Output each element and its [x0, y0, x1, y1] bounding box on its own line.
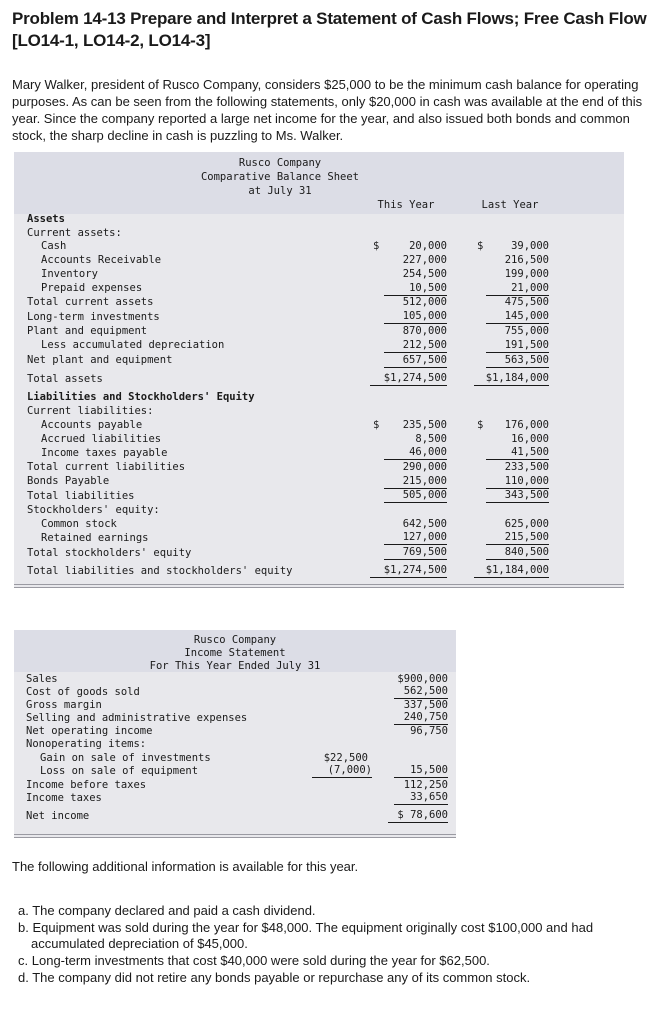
- additional-info-list: [18, 903, 654, 987]
- is-nonoperating-label: Nonoperating items:: [26, 738, 147, 750]
- bs-current-assets-label: Current assets:: [27, 227, 122, 239]
- problem-intro: Mary Walker, president of Rusco Company, considers $25,000 to be the minimum cash balance for operating purposes. As can be seen from the following statements, only $20,000 in cash was available at the end of this year. Since the company reported a large net income for the year, and also issued both bonds and common stock, the sharp decline in cash is puzzling to Ms. Walker.: [12, 77, 643, 143]
- bs-assets-header: Assets: [27, 213, 65, 225]
- problem-title: Problem 14-13 Prepare and Interpret a Statement of Cash Flows; Free Cash Flow [LO14-1, LO14-2, LO14-3]: [12, 9, 647, 50]
- bs-current-liabilities-label: Current liabilities:: [27, 405, 154, 417]
- bs-liabilities-header: Liabilities and Stockholders' Equity: [27, 391, 255, 403]
- bs-title: Comparative Balance Sheet: [200, 171, 360, 183]
- bs-equity-label: Stockholders' equity:: [27, 504, 160, 516]
- list-item: c. Long-term investments that cost $40,000 were sold during the year for $62,500.: [18, 953, 490, 968]
- additional-info-heading: The following additional information is available for this year.: [12, 859, 359, 874]
- list-item: d. The company did not retire any bonds payable or repurchase any of its common stock.: [18, 970, 531, 985]
- bs-col-last-year: Last Year: [481, 199, 539, 211]
- is-title: Income Statement: [184, 647, 286, 659]
- bs-date: at July 31: [248, 185, 312, 197]
- is-company: Rusco Company: [193, 634, 277, 646]
- list-item: b. Equipment was sold during the year for $48,000. The equipment originally cost $100,000 and had accumulated depreciation of $45,000.: [18, 920, 594, 951]
- is-period: For This Year Ended July 31: [149, 660, 321, 672]
- list-item: a. The company declared and paid a cash dividend.: [18, 903, 316, 918]
- bs-col-this-year: This Year: [377, 199, 435, 211]
- bs-company: Rusco Company: [238, 157, 322, 169]
